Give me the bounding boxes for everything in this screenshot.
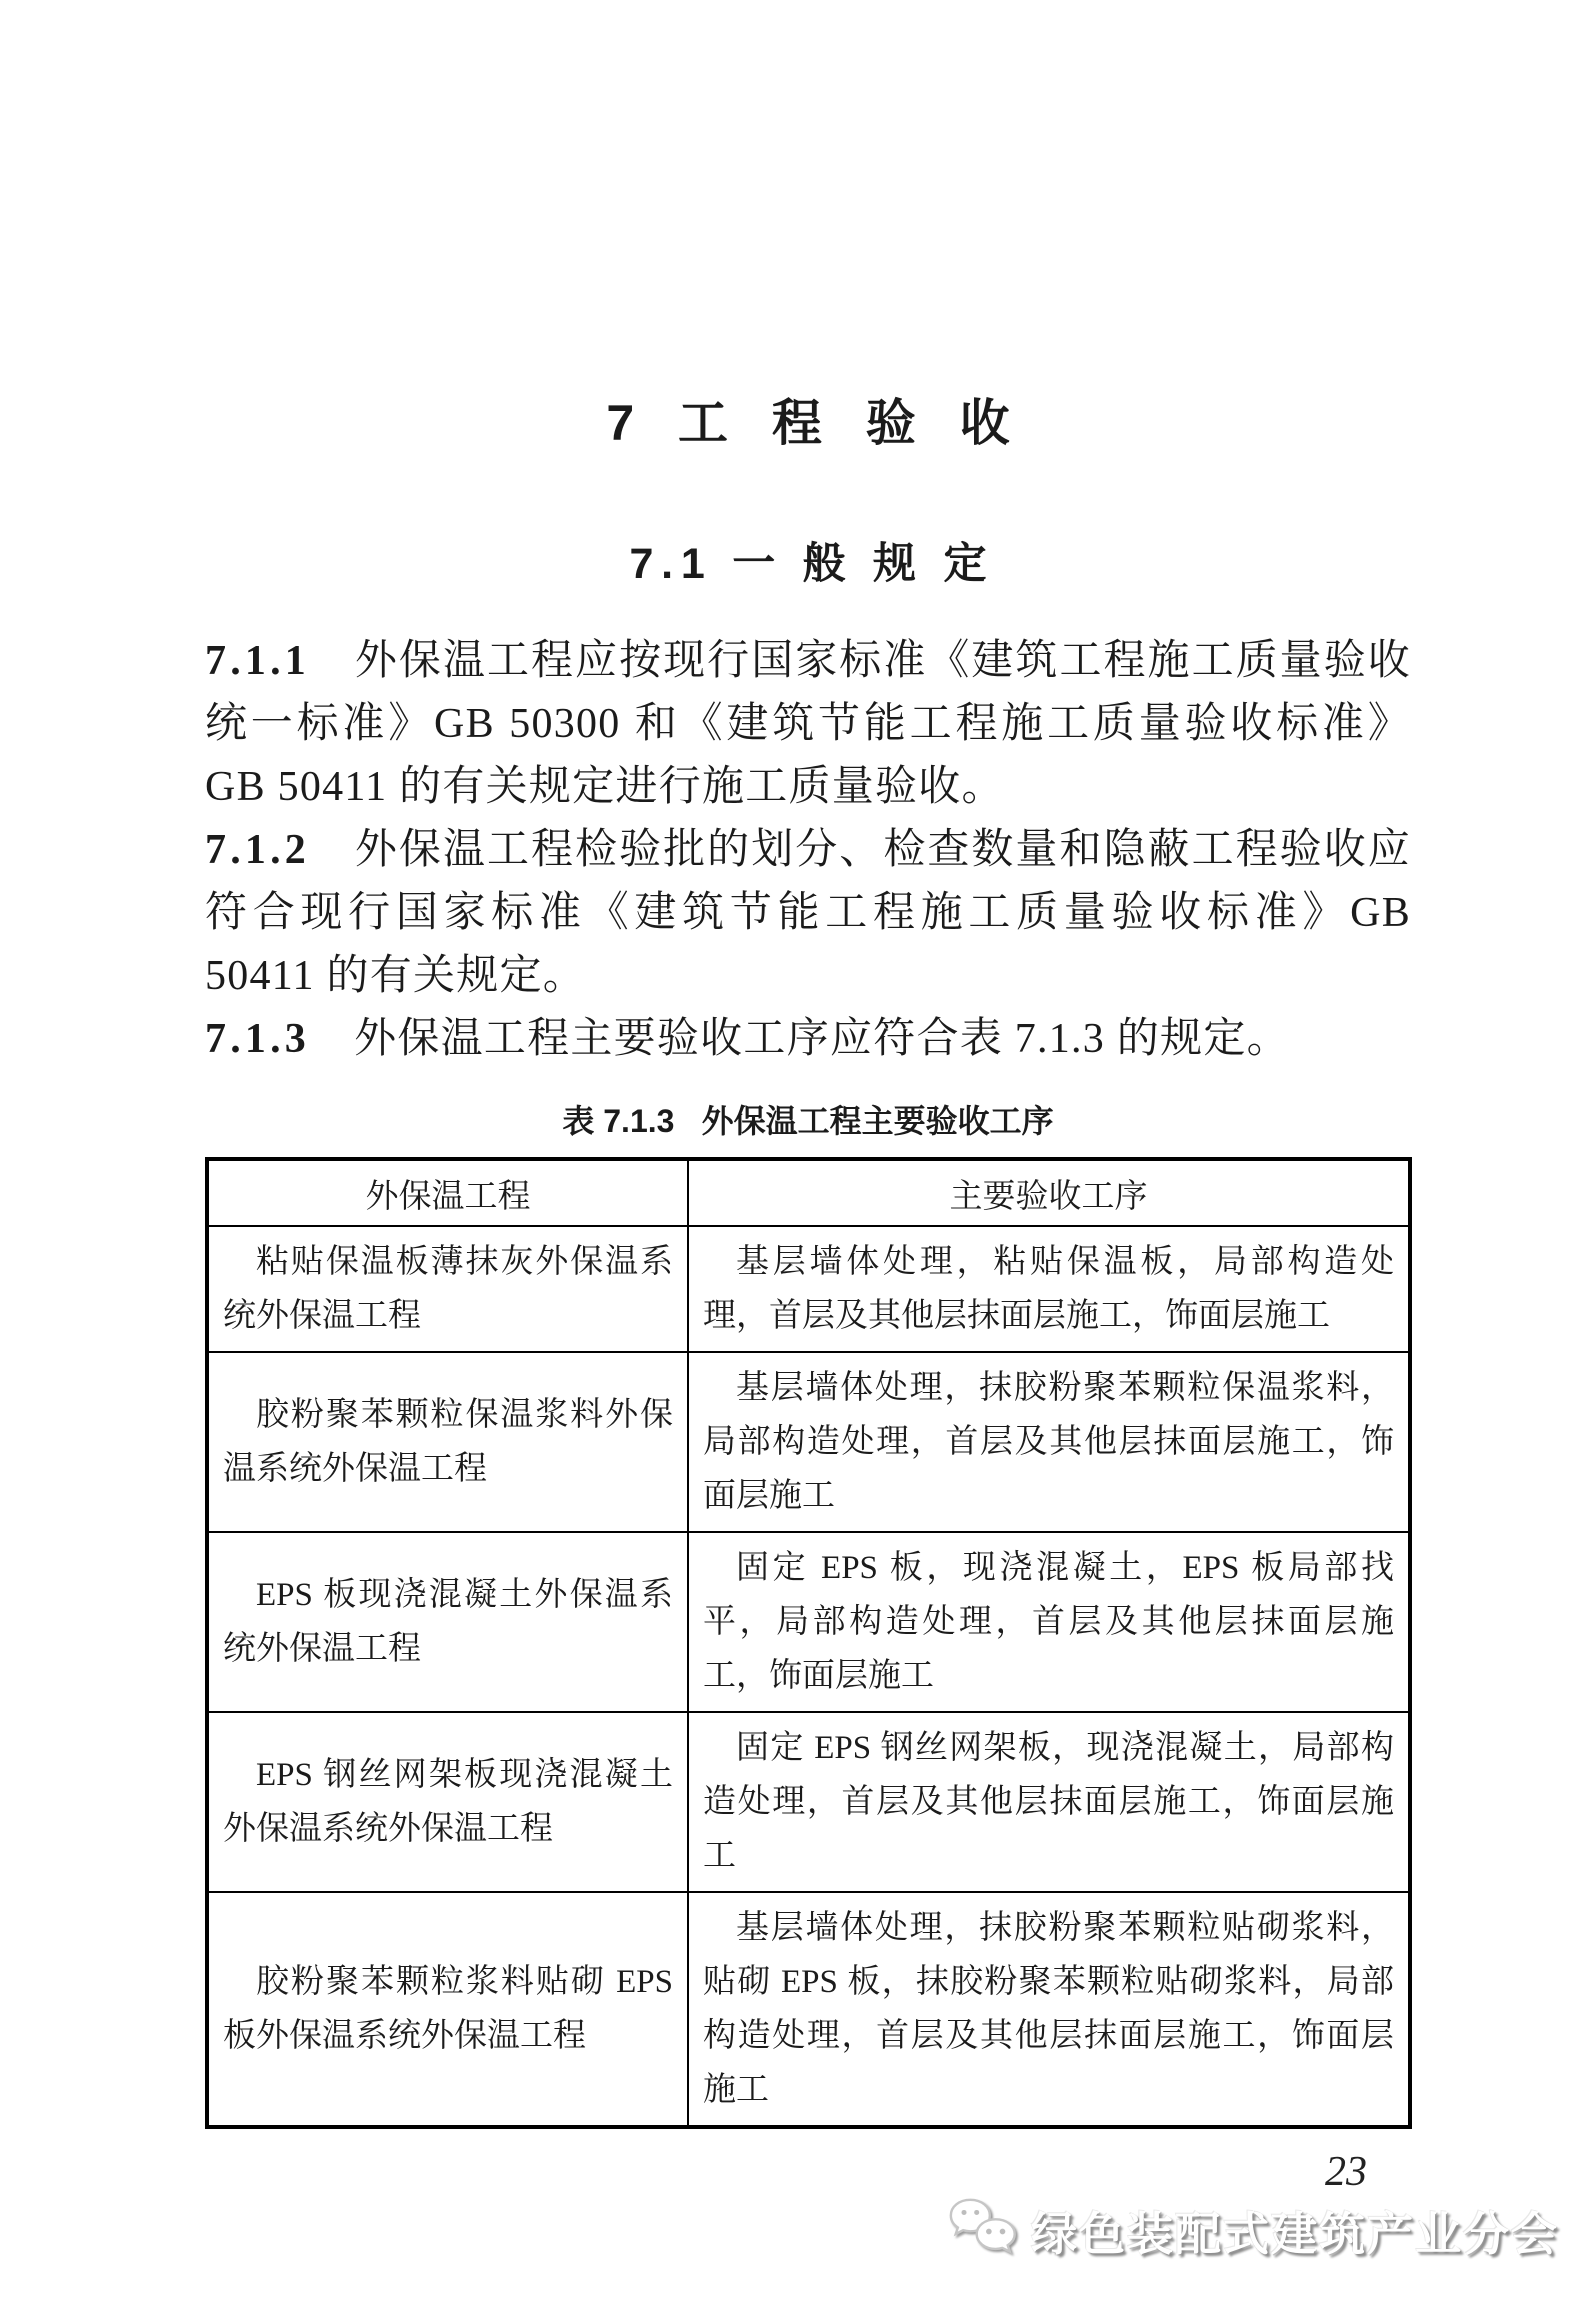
procedure-cell: 基层墙体处理，粘贴保温板，局部构造处理，首层及其他层抹面层施工，饰面层施工	[688, 1226, 1410, 1352]
system-cell: 胶粉聚苯颗粒浆料贴砌 EPS 板外保温系统外保温工程	[207, 1892, 688, 2127]
clause-7-1-2	[205, 819, 1411, 1008]
system-cell: EPS 钢丝网架板现浇混凝土外保温系统外保温工程	[207, 1712, 688, 1892]
clause-7-1-1	[205, 630, 1411, 819]
procedure-cell: 固定 EPS 钢丝网架板，现浇混凝土，局部构造处理，首层及其他层抹面层施工，饰面层施工	[688, 1712, 1410, 1892]
procedure-cell: 基层墙体处理，抹胶粉聚苯颗粒保温浆料，局部构造处理，首层及其他层抹面层施工，饰面层施工	[688, 1352, 1410, 1532]
wechat-icon	[945, 2192, 1023, 2270]
procedure-cell: 基层墙体处理，抹胶粉聚苯颗粒贴砌浆料，贴砌 EPS 板，抹胶粉聚苯颗粒贴砌浆料，局部构造处理，首层及其他层抹面层施工，饰面层施工	[688, 1892, 1410, 2127]
table-row	[207, 1226, 1410, 1352]
clause-text: 外保温工程主要验收工序应符合表 7.1.3 的规定。	[354, 1016, 1290, 1062]
clause-list	[205, 630, 1411, 1071]
acceptance-procedures-table	[205, 1157, 1412, 2129]
clause-text: 外保温工程检验批的划分、检查数量和隐蔽工程验收应符合现行国家标准《建筑节能工程施工质量验收标准》GB 50411 的有关规定。	[205, 827, 1411, 999]
clause-number: 7.1.2	[205, 827, 310, 873]
table-caption	[205, 1101, 1411, 1141]
table-row	[207, 1352, 1410, 1532]
column-header-system: 外保温工程	[207, 1159, 688, 1226]
table-caption-number: 表 7.1.3	[562, 1103, 675, 1139]
chapter-title: 7 工 程 验 收	[606, 395, 1025, 451]
section-title: 7.1 一 般 规 定	[629, 540, 995, 588]
clause-text: 外保温工程应按现行国家标准《建筑工程施工质量验收统一标准》GB 50300 和《建筑节能工程施工质量验收标准》GB 50411 的有关规定进行施工质量验收。	[205, 638, 1411, 810]
page-number: 23	[1325, 2149, 1367, 2195]
table-row	[207, 1892, 1410, 2127]
watermark-text: 绿色装配式建筑产业分会	[1031, 2208, 1559, 2260]
table-caption-title: 外保温工程主要验收工序	[701, 1103, 1054, 1139]
table-header-row	[207, 1159, 1410, 1226]
page-content	[205, 0, 1411, 2129]
system-cell: 胶粉聚苯颗粒保温浆料外保温系统外保温工程	[207, 1352, 688, 1532]
system-cell: 粘贴保温板薄抹灰外保温系统外保温工程	[207, 1226, 688, 1352]
table-row	[207, 1532, 1410, 1712]
clause-7-1-3	[205, 1008, 1411, 1071]
system-cell: EPS 板现浇混凝土外保温系统外保温工程	[207, 1532, 688, 1712]
clause-number: 7.1.3	[205, 1016, 310, 1062]
column-header-procedure: 主要验收工序	[688, 1159, 1410, 1226]
procedure-cell: 固定 EPS 板，现浇混凝土，EPS 板局部找平，局部构造处理，首层及其他层抹面层施工，饰面层施工	[688, 1532, 1410, 1712]
watermark	[945, 2192, 1559, 2270]
clause-number: 7.1.1	[205, 638, 310, 684]
table-row	[207, 1712, 1410, 1892]
